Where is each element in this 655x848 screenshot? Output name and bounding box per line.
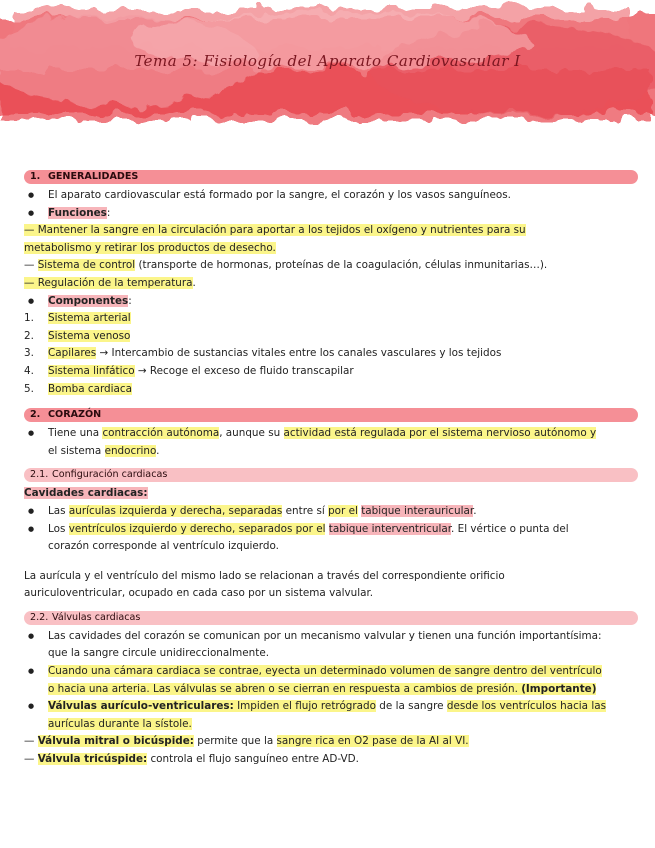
paragraph-line (24, 568, 638, 586)
component-item (24, 345, 638, 363)
component-text: → Recoge el exceso de fluido transcapilar (134, 364, 354, 377)
list-item: ● Componentes: (24, 293, 638, 311)
section-number: 2. (30, 409, 41, 421)
component-item (24, 363, 638, 381)
highlight: Impiden el flujo retrógrado (233, 700, 376, 713)
text: permite que la (193, 735, 277, 748)
text: . El vértice o punta del (451, 522, 569, 535)
highlight: desde los ventrículos hacia las (446, 700, 607, 713)
text: Tiene una (48, 427, 103, 440)
document-body (24, 164, 638, 769)
text: Los (48, 522, 69, 535)
function-text: (transporte de hormonas, proteínas de la coagulación, células inmunitarias…). (135, 259, 548, 272)
paragraph-line (24, 585, 638, 603)
section-title: Válvulas cardiacas (52, 611, 141, 623)
list-item (24, 187, 638, 205)
page-title: Tema 5: Fisiología del Aparato Cardiovascular I (134, 52, 521, 70)
section-heading-valvulas (24, 611, 638, 625)
list-item: ● Funciones: (24, 205, 638, 223)
text: — (24, 735, 38, 748)
function-line (24, 240, 638, 258)
highlight: aurículas durante la sístole. (48, 717, 192, 730)
function-highlight: Regulación de la temperatura (37, 276, 193, 289)
text: La aurícula y el ventrículo del mismo lado se relacionan a través del correspondiente orificio (24, 569, 505, 582)
text: . (473, 504, 477, 517)
cavidades-label: Cavidades cardiacas: (24, 487, 148, 500)
component-label: Sistema venoso (48, 329, 131, 342)
function-line: — Sistema de control (transporte de hormonas, proteínas de la coagulación, células inmunitarias…). (24, 259, 548, 272)
item-number: 2. (24, 329, 34, 342)
component-item (24, 310, 638, 328)
text: — (24, 753, 38, 766)
highlight: o hacia una arteria. Las válvulas se abren o se cierran en respuesta a cambios de presión. (48, 682, 522, 695)
list-item (24, 425, 638, 443)
component-label: Sistema arterial (48, 312, 131, 325)
important-tag: (Importante) (521, 682, 597, 695)
highlight: actividad está regulada por el sistema nervioso autónomo y (283, 427, 597, 440)
text: , aunque su (219, 427, 284, 440)
highlight-bold: Válvula tricúspide: (37, 753, 148, 766)
list-item (24, 521, 638, 539)
highlight: Cuando una cámara cardiaca se contrae, eyecta un determinado volumen de sangre dentro del ventrículo (48, 665, 602, 678)
list-item-cont (24, 443, 638, 461)
component-item (24, 328, 638, 346)
component-label: Bomba cardiaca (48, 382, 132, 395)
item-number: 5. (24, 382, 34, 395)
highlight: ventrículos izquierdo y derecho, separados por el (68, 522, 326, 535)
function-line (24, 222, 638, 240)
section-heading-configuracion (24, 468, 638, 482)
text: . (156, 444, 160, 457)
highlight: por el (328, 504, 358, 517)
componentes-label: Componentes (48, 294, 129, 307)
funciones-label: Funciones (48, 206, 107, 219)
section-number: 2.2. (30, 611, 49, 623)
item-number: 4. (24, 364, 34, 377)
list-item (24, 663, 638, 681)
highlight-pink: tabique interventricular (328, 522, 452, 535)
text: Las (48, 504, 69, 517)
highlight: endocrino (104, 444, 157, 457)
component-text: → Intercambio de sustancias vitales entre los canales vasculares y los tejidos (96, 347, 502, 360)
function-highlight: Sistema de control (37, 259, 136, 272)
watercolor-banner-graphic (0, 0, 655, 150)
highlight: sangre rica en O2 pase de la AI al VI. (276, 735, 469, 748)
highlight: aurículas izquierda y derecha, separadas (68, 504, 283, 517)
item-number: 3. (24, 347, 34, 360)
list-item-cont (24, 645, 638, 663)
section-title: Configuración cardiacas (52, 469, 168, 481)
function-text: — Mantener la sangre en la circulación para aportar a los tejidos el oxígeno y nutrientes para su (24, 224, 526, 237)
list-item (24, 503, 638, 521)
list-item-cont (24, 538, 638, 556)
highlight-bold: Válvulas aurículo-ventriculares: (48, 700, 234, 713)
text: el sistema (48, 444, 105, 457)
list-item (24, 698, 638, 716)
highlight-pink: tabique interauricular (361, 504, 474, 517)
text: corazón corresponde al ventrículo izquierdo. (48, 540, 279, 553)
list-item-cont (24, 716, 638, 734)
function-line: — Regulación de la temperatura. (24, 276, 196, 289)
list-item (24, 628, 638, 646)
function-text: metabolismo y retirar los productos de desecho. (24, 241, 276, 254)
header-banner (0, 0, 655, 150)
section-number: 1. (30, 171, 41, 182)
valve-line (24, 733, 638, 751)
list-item-cont (24, 681, 638, 699)
text: controla el flujo sanguíneo entre AD-VD. (147, 753, 359, 766)
text: entre sí (282, 504, 329, 517)
subheading (24, 485, 638, 503)
highlight: contracción autónoma (102, 427, 220, 440)
component-label: Capilares (48, 347, 97, 360)
text: de la sangre (376, 700, 447, 713)
section-heading-generalidades (24, 170, 638, 184)
intro-text: El aparato cardiovascular está formado por la sangre, el corazón y los vasos sanguíneos. (48, 189, 511, 201)
section-title: GENERALIDADES (48, 171, 139, 182)
section-title: CORAZÓN (48, 409, 102, 421)
section-heading-corazon (24, 408, 638, 422)
text: que la sangre circule unidireccionalmente. (48, 647, 270, 660)
section-number: 2.1. (30, 469, 49, 481)
text: auriculoventricular, ocupado en cada caso por un sistema valvular. (24, 587, 374, 600)
component-item (24, 381, 638, 399)
component-label: Sistema linfático (48, 364, 135, 377)
valve-line (24, 751, 638, 769)
item-number: 1. (24, 312, 34, 325)
text: Las cavidades del corazón se comunican por un mecanismo valvular y tienen una función importantísima: (48, 629, 602, 642)
highlight-bold: Válvula mitral o bicúspide: (37, 735, 194, 748)
